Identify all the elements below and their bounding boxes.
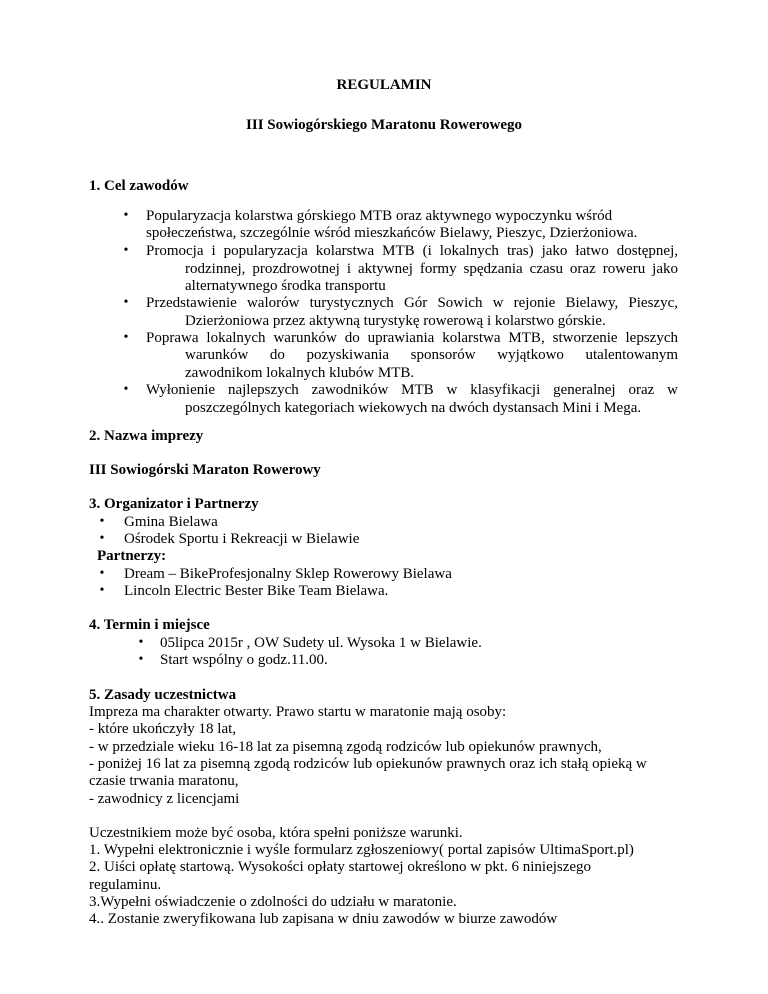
section-3-heading: 3. Organizator i Partnerzy [89, 496, 259, 512]
list-item-line: warunków do pozyskiwania sponsorów wyjątkowo utalentowanym [185, 347, 678, 363]
bullet-icon: • [123, 295, 129, 310]
bullet-icon: • [123, 382, 129, 397]
bullet-icon: • [123, 243, 129, 258]
paragraph-line: - poniżej 16 lat za pisemną zgodą rodziców lub opiekunów prawnych oraz ich stałą opieką w [89, 756, 647, 772]
list-item-line: zawodnikom lokalnych klubów MTB. [185, 365, 415, 381]
bullet-icon: • [123, 330, 129, 345]
partners-label: Partnerzy: [97, 548, 167, 564]
paragraph-line: Impreza ma charakter otwarty. Prawo startu w maratonie mają osoby: [89, 704, 507, 720]
bullet-icon: • [138, 635, 144, 650]
paragraph-line: 2. Uiści opłatę startową. Wysokości opłaty startowej określono w pkt. 6 niniejszego [89, 859, 592, 875]
paragraph-line: 4.. Zostanie zweryfikowana lub zapisana w dniu zawodów w biurze zawodów [89, 911, 558, 927]
list-item-line: Wyłonienie najlepszych zawodników MTB w klasyfikacji generalnej oraz w [146, 382, 678, 398]
paragraph-line: - które ukończyły 18 lat, [89, 721, 237, 737]
partner-item: Lincoln Electric Bester Bike Team Bielawa. [124, 583, 389, 599]
paragraph-line: 3.Wypełni oświadczenie o zdolności do udziału w maratonie. [89, 894, 457, 910]
bullet-icon: • [99, 531, 105, 546]
paragraph-line: - zawodnicy z licencjami [89, 791, 240, 807]
list-item-line: Popularyzacja kolarstwa górskiego MTB oraz aktywnego wypoczynku wśród [146, 208, 613, 224]
list-item-line: Poprawa lokalnych warunków do uprawiania kolarstwa MTB, stworzenie lepszych [146, 330, 678, 346]
organizer-item: Ośrodek Sportu i Rekreacji w Bielawie [124, 531, 360, 547]
list-item-line: Promocja i popularyzacja kolarstwa MTB (i lokalnych tras) jako łatwo dostępnej, [146, 243, 678, 259]
section-2-heading: 2. Nazwa imprezy [89, 428, 204, 444]
section-1-heading: 1. Cel zawodów [89, 178, 189, 194]
section-5-heading: 5. Zasady uczestnictwa [89, 687, 237, 703]
date-place-item: 05lipca 2015r , OW Sudety ul. Wysoka 1 w Bielawie. [160, 635, 482, 651]
paragraph-line: regulaminu. [89, 877, 162, 893]
section-4-heading: 4. Termin i miejsce [89, 617, 210, 633]
list-item-line: społeczeństwa, szczególnie wśród mieszkańców Bielawy, Pieszyc, Dzierżoniowa. [146, 225, 638, 241]
document-subtitle: III Sowiogórskiego Maratonu Rowerowego [246, 117, 522, 133]
partner-item: Dream – BikeProfesjonalny Sklep Rowerowy Bielawa [124, 566, 452, 582]
document-title: REGULAMIN [336, 77, 432, 93]
event-name: III Sowiogórski Maraton Rowerowy [89, 462, 321, 478]
bullet-icon: • [123, 208, 129, 223]
list-item-line: rodzinnej, prozdrowotnej i aktywnej formy spędzania czasu oraz roweru jako [185, 261, 678, 277]
date-place-item: Start wspólny o godz.11.00. [160, 652, 328, 668]
list-item-line: Dzierżoniowa przez aktywną turystykę rowerową i kolarstwo górskie. [185, 313, 606, 329]
bullet-icon: • [99, 514, 105, 529]
list-item-line: poszczególnych kategoriach wiekowych na dwóch dystansach Mini i Mega. [185, 400, 642, 416]
paragraph-line: czasie trwania maratonu, [89, 773, 239, 789]
paragraph-line: Uczestnikiem może być osoba, która spełni poniższe warunki. [89, 825, 463, 841]
bullet-icon: • [138, 652, 144, 667]
list-item-line: Przedstawienie walorów turystycznych Gór Sowich w rejonie Bielawy, Pieszyc, [146, 295, 678, 311]
paragraph-line: - w przedziale wieku 16-18 lat za pisemną zgodą rodziców lub opiekunów prawnych, [89, 739, 602, 755]
list-item-line: alternatywnego środka transportu [185, 278, 386, 294]
organizer-item: Gmina Bielawa [124, 514, 218, 530]
bullet-icon: • [99, 566, 105, 581]
bullet-icon: • [99, 583, 105, 598]
paragraph-line: 1. Wypełni elektronicznie i wyśle formularz zgłoszeniowy( portal zapisów UltimaSport.pl) [89, 842, 634, 858]
